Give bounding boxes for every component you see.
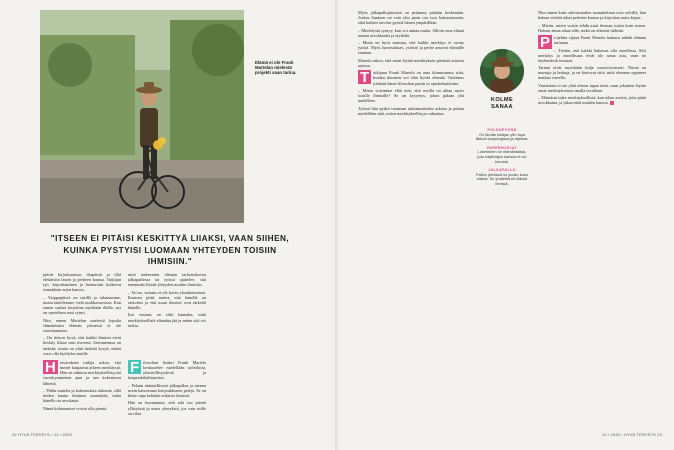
text-column-1b [43, 360, 121, 428]
paragraph-with-dropcap: T utkijana Frank Martela on aina kiinnostunut siitä, kuinka ihminen voi elää hyvää elämää. Tutkimus johdatti hänet filosofian pariin jo opiskeluaikoina. [360, 69, 464, 87]
paragraph: – Mietin, miten voisin tehdä asiat hieman toisin kuin ennen. Haluan antaa aikaa sille, mikä on oikeasti tärkeää. [538, 22, 646, 33]
paragraph: – Vaippapäiviä on meillä jo takanamme, mutta taiteilemme vielä ruuhkavuosissa. Kun ennen saattoi kirjoittaa myöhään illalla, nyt on opeteltava uusi rytmi. [43, 294, 121, 316]
paragraph: Myös jalkapallopiireissä on pelannut pitkään keskenään. Joskus ihminen on vain yksi pieni osa isoa kokonaisuutta, eikä kaiken tarvitse pyöriä hänen ympärillään. [358, 10, 464, 26]
paragraph: – Tai no, vastaus ei ole kovin yksinkertainen. Ihmisen pitää tuntea, että hänellä on tarkoitus ja että muut ihmiset ovat tärkeitä hänelle. [128, 289, 206, 311]
dropcap-letter: T [360, 69, 370, 87]
paragraph: Vastauksia ei ole yhtä oikeaa tapaa etsiä, vaan jokainen löytää omat merkityksensä omalla tavallaan. [538, 82, 646, 93]
sidebar-desc: Pallon perässä on juostu koko elämä. Se yhdistää eri ikäisiä ihmisiä. [476, 171, 528, 186]
paragraph: Itse vastaus on siltä kannalta, mitä merkityksellistä elämään jää ja miten sitä voi tutkia. [128, 312, 206, 328]
paragraph: mitä tarkemmin elämän tarkoituksesta jalkapallossa tai työssä ajattelee, sitä enemmän löytää yhteyden muihin ihmisiin. [128, 272, 206, 288]
paragraph: Hän on huomannut, että arki tuo pieniä yllätyksiä ja uusia yhteyksiä, jos vain niille on tilaa. [128, 400, 206, 416]
text-column-3 [358, 10, 464, 428]
paragraph: Tarinat eivät myöskään kulje suoraviivaisesti. Niissä on nousuja ja laskuja, ja ne kertovat siitä, mitä olemme oppineet matkan varrella. [538, 65, 646, 81]
text-column-1 [43, 272, 121, 356]
pull-quote: "ITSEEN EI PITÄISI KESKITTYÄ LIIAKSI, VAAN SIIHEN, KUINKA PYSTYISI LUOMAAN YHTEYDEN TOISIIN IHMISIIN." [50, 234, 290, 266]
paragraph: Niin ennen kuin tulevaisuuden suunnitelmat ovat selvillä, hän haluaa viettää aikaa perheen kanssa ja kirjoittaa uutta kirjaa. [538, 10, 646, 21]
paragraph: Työssä hän pyrkii tuomaan tutkimustiedon arkeen ja puhuu mielellään siitä, miten merkityksellisyys rakentuu. [358, 105, 464, 116]
text-column-2 [128, 272, 206, 356]
paragraph: – Miten voisimme elää niin, että meillä on aikaa myös toisille ihmisille? Se on kysymys, johon palaan yhä uudelleen. [358, 87, 464, 104]
photo-caption: Elämä ei ole Frank Martelan mielestä projekti vaan tarina. [255, 60, 297, 76]
sidebar-term: POLKUPYÖRÄ [487, 128, 517, 132]
paragraph: Martela uskoo, että moni löytää merkityksen pienistä asioista arjessa. [358, 57, 464, 68]
sidebar-desc: On tämän tutkijan ylin tapa liikkua kaupungissa ja arjessa. [475, 131, 529, 142]
paragraph: – On tietysti hyvä, että kaikki ihmiset eivät keskity liikaa vain itseensä. Itsetuntemus on tärkeää, mutta on yhtä tärkeää kysyä, miten voisi olla hyödyksi muille. [43, 335, 121, 356]
dropcap-letter: F [130, 360, 140, 376]
dropcap-letter: P [540, 34, 551, 51]
three-words-sidebar [475, 124, 529, 187]
paragraph-with-dropcap: H arvaruksen tutkija uskoo, että monet kaipaavat arkeen merkitystä. Hän on tutkinut merkityksellisyyttä vuosikymmenen ajan ja sen kokemisen lähteitä. [43, 360, 121, 386]
sidebar-term: PAPERIKIRJAT [486, 145, 518, 150]
cover-photo-cyclist [40, 10, 244, 223]
paragraph: – Elämästä tulee merkityksellistä, kun tekee asioita, joita pitää arvokkaina, ja jakaa niitä muiden kanssa. [538, 95, 646, 106]
paragraph: – Mutta on hyvä muistaa, että kaikki merkitys ei synny työstä. Myös harrastukset, ystävät ja perhe antavat elämälle suuntaa. [358, 40, 464, 56]
paragraph: päivät kirjoittamista, iltapäivät ja illat elettäisiin lasten ja perheen kanssa. Tutkijan työ, kirjoittaminen ja luennointi kulkevat rinnakkain arjen kanssa. [43, 272, 121, 293]
paragraph-with-dropcap: F ilosofian lisäksi Frank Martela keskustelee mielellään urheilusta, yhteisöllisyydestä ja kaupunkikulttuurista. [128, 360, 206, 381]
page-gutter [335, 0, 338, 450]
footer-right: 13 / 2020 / HYVÄ TERVEYS 23 [602, 432, 662, 437]
sidebar-title: KOLME SANAA [490, 97, 514, 110]
dropcap-letter: H [45, 360, 56, 376]
text-column-4 [538, 10, 646, 428]
paragraph: – Pidän tunteita ja kokemuksia tärkeinä, sillä niiden kautta ihminen ymmärtää, mikä hänelle on arvokasta. [43, 387, 121, 404]
sidebar-desc: Lukeminen on elämäntaitoa, jota näyttöajan kanssa ei voi korvata. [477, 149, 527, 164]
paragraph: – Merkitystä syntyy, kun voi auttaa muita. Silloin oma elämä tuntuu arvokkaalta ja täydeltä. [358, 27, 464, 38]
paragraph: Niin, ennen Martelan mielestä lopulta elämänlaatu elämän ytimessä ei ole suorittaminen. [43, 317, 121, 333]
portrait-photo [480, 49, 524, 93]
paragraph-with-dropcap: P rojektin sijaan Frank Martela haluaisi nähdä elämän tarinana. [540, 34, 646, 51]
bicycle-photo-illustration [40, 10, 244, 223]
paragraph: – Tiedän, että kaikki haluavat olla onnellisia. Silti merkitys ja onnellisuus eivät ole sama asia, vaan ne täydentävät toisiaan. [538, 47, 646, 63]
paragraph: Nämä kohtaamiset voivat olla pieniä. [43, 405, 108, 411]
sidebar-term: JALKAPALLO [488, 168, 516, 173]
text-column-2b [128, 360, 206, 428]
portrait-illustration [480, 49, 524, 93]
article-end-mark [610, 101, 614, 105]
footer-left: 22 HYVÄ TERVEYS / 13 / 2020 [12, 432, 72, 437]
paragraph: – Pelaan säännöllisesti jalkapalloa ja menen usein katsomaan kotijoukkueen pelejä. Se on hieno tapa kohdata erilaisia ihmisiä. [128, 382, 206, 399]
